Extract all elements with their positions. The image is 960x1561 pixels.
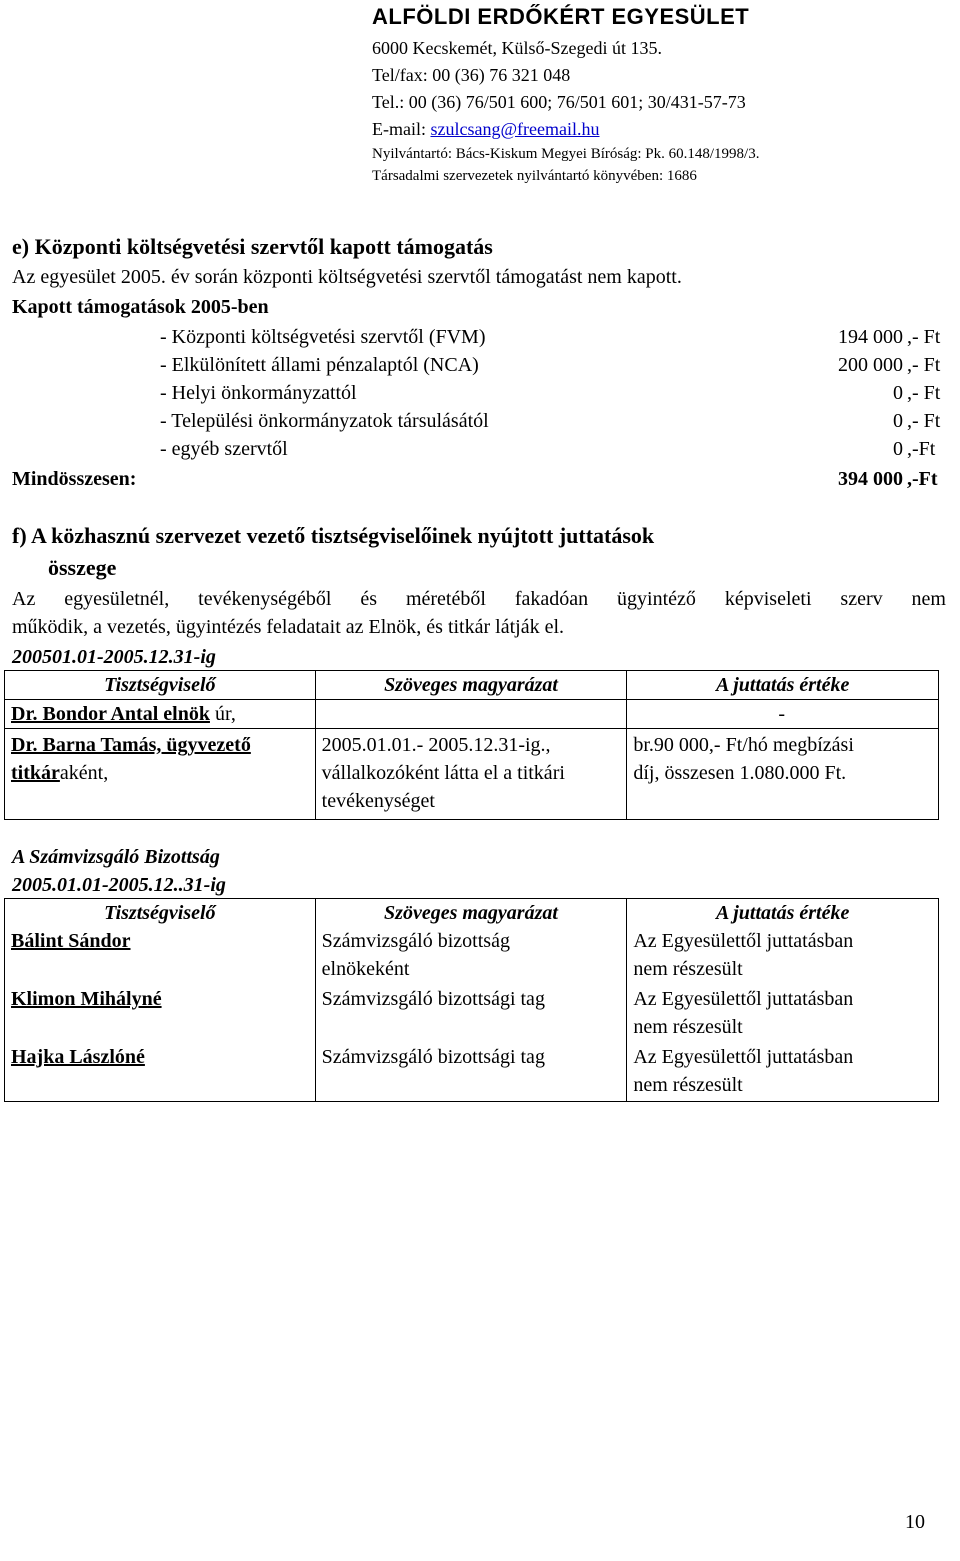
support-item-label: - Központi költségvetési szervtől (FVM) xyxy=(160,326,486,348)
member-description xyxy=(315,1041,627,1102)
section-e-subheading: Kapott támogatások 2005-ben xyxy=(12,296,269,318)
support-item-amount: 0 xyxy=(893,438,903,460)
section-f-heading-cont: összege xyxy=(48,555,117,580)
section-e-text: Az egyesület 2005. év során központi költségvetési szervtől támogatást nem kapott. xyxy=(12,266,682,288)
org-registry: Nyilvántartó: Bács-Kiskum Megyei Bíróság: Pk. 60.148/1998/3. xyxy=(372,146,760,162)
org-name: ALFÖLDI ERDŐKÉRT EGYESÜLET xyxy=(372,4,750,29)
column-header: Tisztségviselő xyxy=(5,671,316,700)
leader-name-suffix: úr, xyxy=(209,703,236,725)
member-value xyxy=(627,983,939,1041)
value-line: Az Egyesülettől juttatásban xyxy=(633,930,854,952)
table-row xyxy=(5,1041,939,1102)
column-header: Tisztségviselő xyxy=(5,899,316,928)
support-item-label: - Helyi önkormányzattól xyxy=(160,382,357,404)
email-link[interactable]: szulcsang@freemail.hu xyxy=(430,119,600,139)
member-name-cell xyxy=(5,927,316,983)
table-row xyxy=(5,729,939,820)
value-line: br.90 000,- Ft/hó megbízási xyxy=(633,734,854,756)
support-item-label: - Települési önkormányzatok társulásától xyxy=(160,410,489,432)
leader-value xyxy=(627,729,939,820)
member-value xyxy=(627,1041,939,1102)
org-telfax: Tel/fax: 00 (36) 76 321 048 xyxy=(372,65,571,85)
value-line: Az Egyesülettől juttatásban xyxy=(633,988,854,1010)
leaders-table xyxy=(4,670,939,820)
leader-value: - xyxy=(627,700,939,729)
leader-role-title: titkár xyxy=(11,762,60,784)
column-header: Szöveges magyarázat xyxy=(315,671,627,700)
total-unit: ,-Ft xyxy=(907,468,938,490)
value-line: nem részesült xyxy=(633,958,743,980)
support-item-unit: ,- Ft xyxy=(907,382,941,404)
leader-description xyxy=(315,700,627,729)
support-item-unit: ,-Ft xyxy=(907,438,936,460)
section-f-heading: f) A közhasznú szervezet vezető tisztségviselőinek nyújtott juttatások xyxy=(12,523,655,548)
table-header-row xyxy=(5,899,939,928)
section-e-heading: e) Központi költségvetési szervtől kapott támogatás xyxy=(12,234,493,259)
section-f-paragraph-cont: működik, a vezetés, ügyintézés feladatait az Elnök, és titkár látják el. xyxy=(12,616,565,638)
section-f-period: 200501.01-2005.12.31-ig xyxy=(12,646,216,668)
support-item-amount: 0 xyxy=(893,382,903,404)
member-value xyxy=(627,927,939,983)
org-email-row xyxy=(372,117,600,141)
leader-name-cell xyxy=(5,700,316,729)
support-item-label: - Elkülönített állami pénzalaptól (NCA) xyxy=(160,354,479,376)
support-item-label: - egyéb szervtől xyxy=(160,438,288,460)
description-line: elnökeként xyxy=(321,958,410,980)
value-line: díj, összesen 1.080.000 Ft. xyxy=(633,762,847,784)
leader-role-suffix: aként, xyxy=(59,762,109,784)
leader-name: Dr. Barna Tamás, ügyvezető xyxy=(11,734,251,756)
section-f-paragraph: Az egyesületnél, tevékenységéből és méretéből fakadóan ügyintéző képviseleti szerv nem xyxy=(12,588,946,610)
description-line: Számvizsgáló bizottsági tag xyxy=(321,988,545,1010)
table-row xyxy=(5,983,939,1041)
description-line: Számvizsgáló bizottsági tag xyxy=(321,1046,545,1068)
leader-name: Dr. Bondor Antal elnök xyxy=(11,703,210,725)
column-header: A juttatás értéke xyxy=(627,899,939,928)
leader-description xyxy=(315,729,627,820)
description-line: Számvizsgáló bizottság xyxy=(321,930,510,952)
value-line: nem részesült xyxy=(633,1016,743,1038)
audit-period: 2005.01.01-2005.12..31-ig xyxy=(12,874,226,896)
column-header: Szöveges magyarázat xyxy=(315,899,627,928)
member-name-cell xyxy=(5,1041,316,1102)
value-line: Az Egyesülettől juttatásban xyxy=(633,1046,854,1068)
member-name: Hajka Lászlóné xyxy=(11,1046,145,1068)
org-tel: Tel.: 00 (36) 76/501 600; 76/501 601; 30/431-57-73 xyxy=(372,92,746,112)
support-item-unit: ,- Ft xyxy=(907,326,941,348)
column-header: A juttatás értéke xyxy=(627,671,939,700)
description-line: vállalkozóként látta el a titkári xyxy=(321,762,565,784)
email-label: E-mail: xyxy=(372,119,426,139)
member-description xyxy=(315,983,627,1041)
description-line: tevékenységet xyxy=(321,790,435,812)
member-description xyxy=(315,927,627,983)
support-item-amount: 194 000 xyxy=(838,326,903,348)
leader-role xyxy=(11,759,307,787)
support-item-amount: 200 000 xyxy=(838,354,903,376)
page-number: 10 xyxy=(905,1511,925,1533)
table-row xyxy=(5,700,939,729)
table-header-row xyxy=(5,671,939,700)
leader-name-cell xyxy=(5,729,316,820)
support-item-amount: 0 xyxy=(893,410,903,432)
member-name-cell xyxy=(5,983,316,1041)
support-item-unit: ,- Ft xyxy=(907,354,941,376)
org-social-registry: Társadalmi szervezetek nyilvántartó könyvében: 1686 xyxy=(372,168,697,184)
table-row xyxy=(5,927,939,983)
description-line: 2005.01.01.- 2005.12.31-ig., xyxy=(321,734,551,756)
total-amount: 394 000 xyxy=(838,468,903,490)
member-name: Bálint Sándor xyxy=(11,930,131,952)
audit-table xyxy=(4,898,939,1102)
total-label: Mindösszesen: xyxy=(12,468,137,490)
audit-title: A Számvizsgáló Bizottság xyxy=(12,846,220,868)
value-line: nem részesült xyxy=(633,1074,743,1096)
org-address: 6000 Kecskemét, Külső-Szegedi út 135. xyxy=(372,38,662,58)
support-item-unit: ,- Ft xyxy=(907,410,941,432)
member-name: Klimon Mihályné xyxy=(11,988,162,1010)
